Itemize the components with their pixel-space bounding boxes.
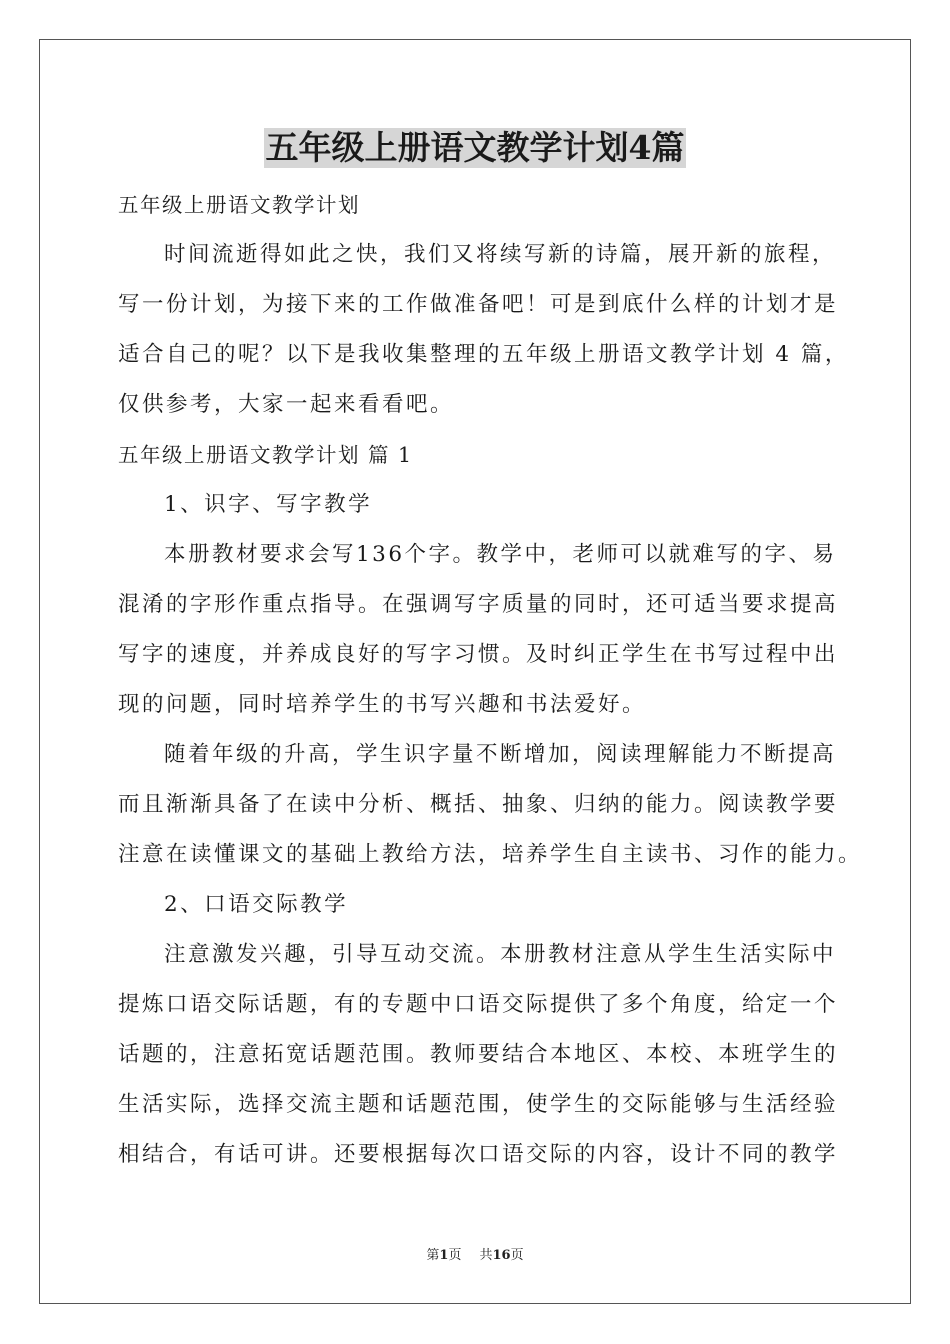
paragraph-line: 而且渐渐具备了在读中分析、概括、抽象、归纳的能力。阅读教学要 [118, 792, 839, 817]
document-body [118, 180, 863, 1180]
section-heading: 五年级上册语文教学计划 篇 1 [118, 443, 413, 467]
subsection-heading: 1、识字、写字教学 [164, 492, 373, 517]
paragraph-line: 随着年级的升高，学生识字量不断增加，阅读理解能力不断提高 [164, 742, 837, 767]
paragraph-line: 注意激发兴趣，引导互动交流。本册教材注意从学生生活实际中 [164, 942, 837, 967]
total-suffix: 页 [510, 1248, 524, 1263]
subsection-heading: 2、口语交际教学 [164, 892, 349, 917]
paragraph-line: 话题的，注意拓宽话题范围。教师要结合本地区、本校、本班学生的 [118, 1042, 839, 1067]
paragraph-line: 现的问题，同时培养学生的书写兴趣和书法爱好。 [118, 692, 647, 717]
paragraph-line: 生活实际，选择交流主题和话题范围，使学生的交际能够与生活经验 [118, 1092, 839, 1117]
page-suffix: 页 [448, 1248, 462, 1263]
paragraph-line: 本册教材要求会写136个字。教学中，老师可以就难写的字、易 [164, 542, 837, 567]
document-title: 五年级上册语文教学计划4篇 [265, 128, 685, 167]
paragraph-line: 注意在读懂课文的基础上教给方法，培养学生自主读书、习作的能力。 [118, 842, 863, 867]
paragraph-line: 混淆的字形作重点指导。在强调写字质量的同时，还可适当要求提高 [118, 592, 839, 617]
total-prefix: 共 [479, 1248, 493, 1263]
section-heading: 五年级上册语文教学计划 [118, 193, 360, 217]
page-prefix: 第 [426, 1248, 440, 1263]
paragraph-line: 适合自己的呢？以下是我收集整理的五年级上册语文教学计划 4 篇， [118, 342, 849, 367]
paragraph-line: 写一份计划，为接下来的工作做准备吧！可是到底什么样的计划才是 [118, 292, 839, 317]
total-pages: 16 [492, 1248, 511, 1263]
paragraph-line: 相结合，有话可讲。还要根据每次口语交际的内容，设计不同的教学 [118, 1142, 839, 1167]
paragraph-line: 时间流逝得如此之快，我们又将续写新的诗篇，展开新的旅程， [164, 242, 837, 267]
paragraph-line: 写字的速度，并养成良好的写字习惯。及时纠正学生在书写过程中出 [118, 642, 839, 667]
paragraph-line: 提炼口语交际话题，有的专题中口语交际提供了多个角度，给定一个 [118, 992, 839, 1017]
title-container [0, 128, 950, 168]
paragraph-line: 仅供参考，大家一起来看看吧。 [118, 392, 455, 417]
page-footer [0, 1247, 950, 1265]
page-number: 1 [439, 1248, 449, 1263]
